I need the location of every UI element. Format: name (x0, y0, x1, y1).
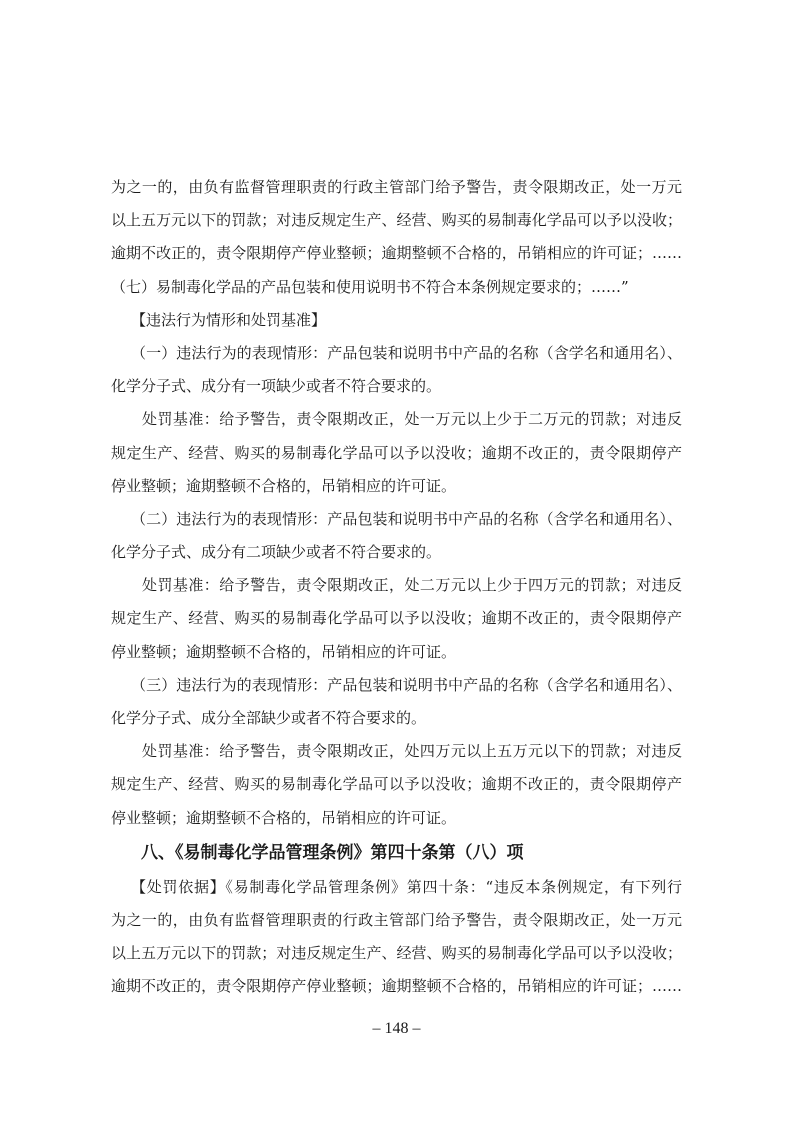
text-line: 规定生产、经营、购买的易制毒化学品可以予以没收；逾期不改正的，责令限期停产 (111, 443, 682, 462)
text-line: （二）违法行为的表现情形：产品包装和说明书中产品的名称（含学名和通用名）、 (131, 509, 682, 528)
section-label: 【违法行为情形和处罚基准】 (131, 310, 327, 329)
text-line: 逾期不改正的，责令限期停产停业整顿；逾期整顿不合格的，吊销相应的许可证；…… (111, 977, 682, 996)
text-line: 逾期不改正的，责令限期停产停业整顿；逾期整顿不合格的，吊销相应的许可证；…… (111, 244, 682, 263)
page-number: – 148 – (372, 1020, 421, 1037)
text-line: 化学分子式、成分有二项缺少或者不符合要求的。 (111, 543, 442, 562)
text-line: （三）违法行为的表现情形：产品包装和说明书中产品的名称（含学名和通用名）、 (131, 675, 682, 694)
text-line: 处罚基准：给予警告，责令限期改正，处四万元以上五万元以下的罚款；对违反 (142, 742, 682, 761)
body-text (111, 171, 682, 1004)
text-line: 化学分子式、成分全部缺少或者不符合要求的。 (111, 709, 427, 727)
text-line: 为之一的，由负有监督管理职责的行政主管部门给予警告，责令限期改正，处一万元 (111, 178, 682, 196)
text-line: 停业整顿；逾期整顿不合格的，吊销相应的许可证。 (111, 476, 457, 495)
text-line: 处罚基准：给予警告，责令限期改正，处二万元以上少于四万元的罚款；对违反 (142, 576, 682, 595)
text-line: 停业整顿；逾期整顿不合格的，吊销相应的许可证。 (111, 642, 457, 661)
text-line: 【处罚依据】《易制毒化学品管理条例》第四十条：“违反本条例规定，有下列行 (131, 877, 682, 896)
text-line: 化学分子式、成分有一项缺少或者不符合要求的。 (111, 377, 442, 396)
text-line: 以上五万元以下的罚款；对违反规定生产、经营、购买的易制毒化学品可以予以没收； (111, 944, 682, 963)
section-heading: 八、《易制毒化学品管理条例》第四十条第（八）项 (141, 842, 524, 863)
text-line: （一）违法行为的表现情形：产品包装和说明书中产品的名称（含学名和通用名）、 (131, 343, 682, 362)
text-line: 规定生产、经营、购买的易制毒化学品可以予以没收；逾期不改正的，责令限期停产 (111, 775, 682, 794)
text-line: 停业整顿；逾期整顿不合格的，吊销相应的许可证。 (111, 808, 457, 827)
text-line: 规定生产、经营、购买的易制毒化学品可以予以没收；逾期不改正的，责令限期停产 (111, 609, 682, 628)
text-line: 处罚基准：给予警告，责令限期改正，处一万元以上少于二万元的罚款；对违反 (142, 410, 682, 429)
text-line: 为之一的，由负有监督管理职责的行政主管部门给予警告，责令限期改正，处一万元 (111, 910, 682, 929)
text-line: 以上五万元以下的罚款；对违反规定生产、经营、购买的易制毒化学品可以予以没收； (111, 211, 682, 230)
text-line: （七）易制毒化学品的产品包装和使用说明书不符合本条例规定要求的；……” (111, 277, 629, 296)
